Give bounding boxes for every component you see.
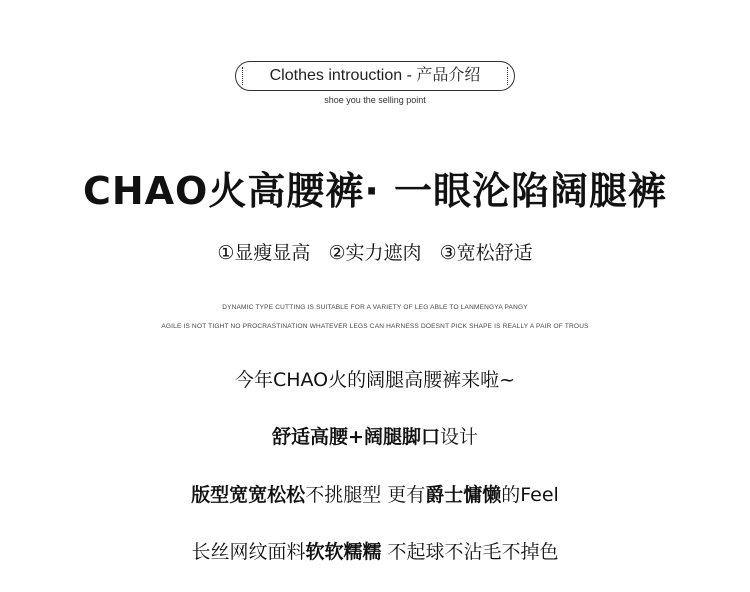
- selling-point-3-end: 的Feel: [501, 484, 559, 506]
- selling-point-2: [0, 422, 750, 449]
- selling-point-3-mid: 不挑腿型 更有: [305, 484, 426, 506]
- selling-point-4: [0, 537, 750, 564]
- selling-point-3-bold-1: 版型宽宽松松: [191, 484, 306, 506]
- main-title: CHAO火高腰裤· 一眼沦陷阔腿裤: [82, 169, 668, 213]
- description-line-1: DYNAMIC TYPE CUTTING IS SUITABLE FOR A VARIETY OF LEG ABLE TO LANMENGYA PANGY: [222, 304, 528, 311]
- selling-point-3: [0, 480, 750, 507]
- section-badge: [235, 61, 515, 91]
- feature-item-1: ①显瘦显高: [217, 242, 311, 264]
- selling-point-4-end: 不起球不沾毛不掉色: [381, 541, 559, 563]
- subtitle: shoe you the selling point: [324, 95, 426, 105]
- selling-point-4-start: 长丝网纹面料: [191, 541, 306, 563]
- feature-item-2: ②实力遮肉: [328, 242, 422, 264]
- selling-point-1: 今年CHAO火的阔腿高腰裤来啦~: [234, 369, 516, 391]
- selling-point-2-rest: 设计: [439, 426, 478, 448]
- selling-point-2-bold: 舒适高腰+阔腿脚口: [272, 426, 440, 448]
- feature-list: [0, 238, 750, 265]
- selling-point-3-bold-2: 爵士慵懒: [425, 484, 502, 506]
- description-line-2: AGILE IS NOT TIGHT NO PROCRASTINATION WHATEVER LEGS CAN HARNESS DOESNT PICK SHAPE IS REALLY A PAIR OF TROUS: [161, 323, 589, 330]
- badge-text: Clothes introuction - 产品介绍: [269, 67, 481, 84]
- feature-item-3: ③宽松舒适: [439, 242, 533, 264]
- selling-point-4-bold: 软软糯糯: [305, 541, 382, 563]
